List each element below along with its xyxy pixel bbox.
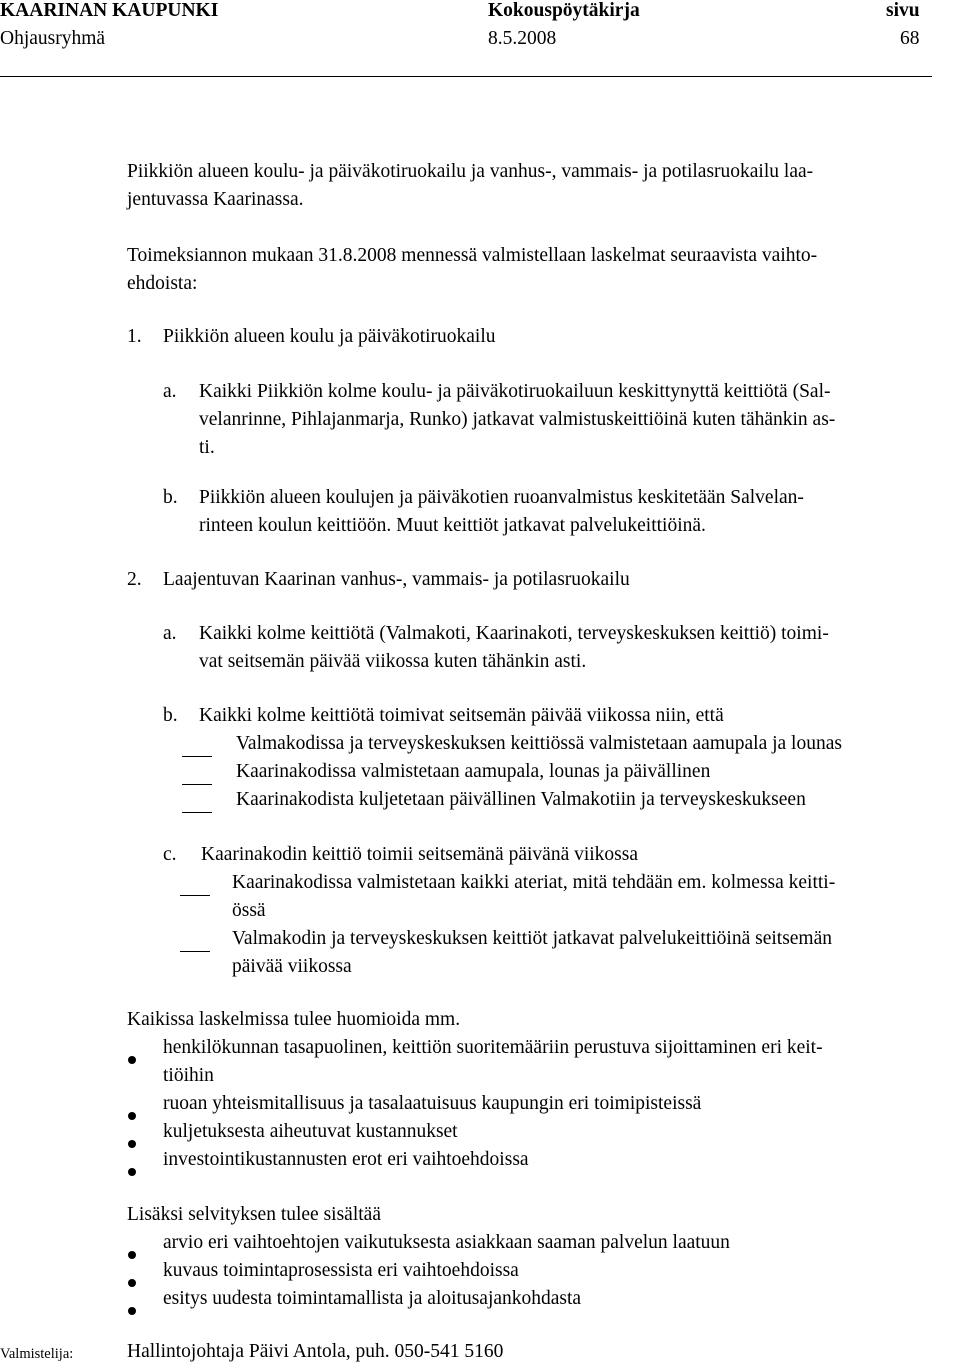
dash-icon xyxy=(180,881,210,909)
bullet-icon xyxy=(128,1129,136,1157)
title-line-2: jentuvassa Kaarinassa. xyxy=(127,189,304,210)
item-2b-dash-1: Valmakodissa ja terveyskeskuksen keittiössä valmistetaan aamupala ja lounas xyxy=(236,733,842,754)
calc-bullet-4: investointikustannusten erot eri vaihtoehdoissa xyxy=(163,1149,529,1170)
extra-bullet-3: esitys uudesta toimintamallista ja aloitusajankohdasta xyxy=(163,1288,582,1309)
item-2c-marker: c. xyxy=(163,844,177,865)
bullet-icon xyxy=(128,1268,136,1296)
item-1a-marker: a. xyxy=(163,381,177,402)
item-1b-marker: b. xyxy=(163,487,178,508)
calc-bullet-3: kuljetuksesta aiheutuvat kustannukset xyxy=(163,1121,458,1142)
page-label: sivu xyxy=(886,0,920,21)
item-2c-dash-1-line-2: össä xyxy=(232,900,266,921)
calc-bullet-1-line-2: tiöihin xyxy=(163,1065,214,1086)
dash-icon xyxy=(182,798,212,826)
calc-bullet-1-line-1: henkilökunnan tasapuolinen, keittiön suoritemääriin perustuva sijoittaminen eri keit- xyxy=(163,1037,823,1058)
bullet-icon xyxy=(128,1101,136,1129)
title-line-1: Piikkiön alueen koulu- ja päiväkotiruokailu ja vanhus-, vammais- ja potilasruokailu laa- xyxy=(127,161,814,182)
extra-bullet-1: arvio eri vaihtoehtojen vaikutuksesta asiakkaan saaman palvelun laatuun xyxy=(163,1232,730,1253)
section-2-number: 2. xyxy=(127,569,142,590)
dash-icon xyxy=(182,770,212,798)
item-1a-line-1: Kaikki Piikkiön kolme koulu- ja päiväkotiruokailuun keskittynyttä keittiötä (Sal- xyxy=(199,381,831,402)
item-2c-dash-2-line-2: päivää viikossa xyxy=(232,956,352,977)
intro-line-2: ehdoista: xyxy=(127,273,198,294)
bullet-icon xyxy=(128,1296,136,1324)
item-1b-line-1: Piikkiön alueen koulujen ja päiväkotien ruoanvalmistus keskitetään Salvelan- xyxy=(199,487,804,508)
bullet-icon xyxy=(128,1240,136,1268)
item-2b-marker: b. xyxy=(163,705,178,726)
doc-type: Kokouspöytäkirja xyxy=(488,0,640,21)
preparer-label: Valmistelija: xyxy=(0,1346,74,1362)
group-name: Ohjausryhmä xyxy=(0,28,106,49)
calc-bullet-2: ruoan yhteismitallisuus ja tasalaatuisuus kaupungin eri toimipisteissä xyxy=(163,1093,702,1114)
intro-line-1: Toimeksiannon mukaan 31.8.2008 mennessä valmistellaan laskelmat seuraavista vaihto- xyxy=(127,245,818,266)
bullet-icon xyxy=(128,1157,136,1185)
item-1b-line-2: rinteen koulun keittiöön. Muut keittiöt jatkavat palvelukeittiöinä. xyxy=(199,515,706,536)
header-rule xyxy=(0,76,932,77)
dash-icon xyxy=(180,937,210,965)
item-2c-dash-1-line-1: Kaarinakodissa valmistetaan kaikki ateriat, mitä tehdään em. kolmessa keitti- xyxy=(232,872,836,893)
meeting-date: 8.5.2008 xyxy=(488,28,557,49)
item-2a-marker: a. xyxy=(163,623,177,644)
bullet-icon xyxy=(128,1045,136,1073)
item-2c-line-1: Kaarinakodin keittiö toimii seitsemänä päivänä viikossa xyxy=(201,844,639,865)
item-1a-line-3: ti. xyxy=(199,437,215,458)
dash-icon xyxy=(182,742,212,770)
item-2a-line-2: vat seitsemän päivää viikossa kuten tähänkin asti. xyxy=(199,651,587,672)
section-1-title: Piikkiön alueen koulu ja päiväkotiruokailu xyxy=(163,326,496,347)
org-name: KAARINAN KAUPUNKI xyxy=(0,0,219,21)
preparer-value: Hallintojohtaja Päivi Antola, puh. 050-541 5160 xyxy=(127,1341,504,1362)
item-2a-line-1: Kaikki kolme keittiötä (Valmakoti, Kaarinakoti, terveyskeskuksen keittiö) toimi- xyxy=(199,623,829,644)
calc-title: Kaikissa laskelmissa tulee huomioida mm. xyxy=(127,1009,461,1030)
page-number: 68 xyxy=(900,28,920,49)
item-1a-line-2: velanrinne, Pihlajanmarja, Runko) jatkavat valmistuskeittiöinä kuten tähänkin as- xyxy=(199,409,836,430)
item-2b-dash-3: Kaarinakodista kuljetetaan päivällinen Valmakotiin ja terveyskeskukseen xyxy=(236,789,806,810)
section-1-number: 1. xyxy=(127,326,142,347)
extra-title: Lisäksi selvityksen tulee sisältää xyxy=(127,1204,381,1225)
section-2-title: Laajentuvan Kaarinan vanhus-, vammais- ja potilasruokailu xyxy=(163,569,630,590)
item-2c-dash-2-line-1: Valmakodin ja terveyskeskuksen keittiöt jatkavat palvelukeittiöinä seitsemän xyxy=(232,928,833,949)
item-2b-line-1: Kaikki kolme keittiötä toimivat seitsemän päivää viikossa niin, että xyxy=(199,705,724,726)
item-2b-dash-2: Kaarinakodissa valmistetaan aamupala, lounas ja päivällinen xyxy=(236,761,711,782)
extra-bullet-2: kuvaus toimintaprosessista eri vaihtoehdoissa xyxy=(163,1260,519,1281)
